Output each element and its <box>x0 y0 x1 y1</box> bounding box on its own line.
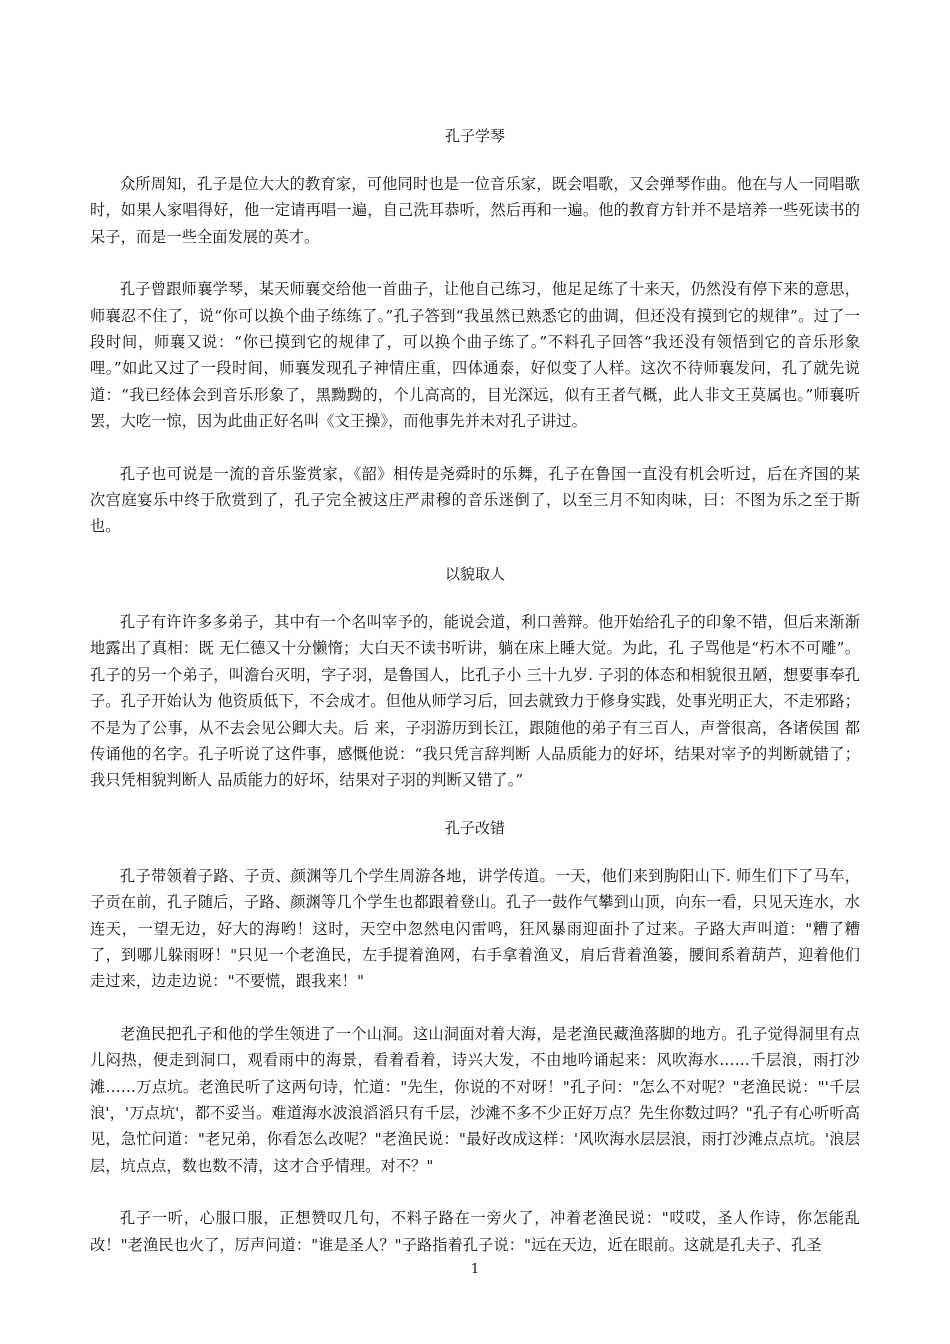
paragraph: 老渔民把孔子和他的学生领进了一个山洞。这山洞面对着大海，是老渔民藏渔落脚的地方。孔子觉得洞里有点儿闷热，便走到洞口，观看雨中的海景，看着看着，诗兴大发，不由地吟诵起来：风吹海水……千层浪，雨打沙滩……万点坑。老渔民听了这两句诗，忙道："先生，你说的不对呀！"孔子问："怎么不对呢？"老渔民说："'千层浪'，'万点坑'，都不妥当。难道海水波浪滔滔只有千层，沙滩不多不少正好万点？先生你数过吗？"孔子有心听听高见，急忙问道："老兄弟，你看怎么改呢？"老渔民说："最好改成这样：'风吹海水层层浪，雨打沙滩点点坑。'浪层层，坑点点，数也数不清，这才合乎情理。对不？" <box>90 1024 860 1175</box>
paragraph: 孔子有许许多多弟子，其中有一个名叫宰予的，能说会道，利口善辩。他开始给孔子的印象不错，但后来渐渐地露出了真相：既 无仁德又十分懒惰；大白天不读书听讲，躺在床上睡大觉。为此，孔 子骂他是“朽木不可雕”。孔子的另一个弟子，叫澹台灭明，字子羽，是鲁国人，比孔子小 三十九岁. 子羽的体态和相貌很丑陋，想要事奉孔子。孔子开始认为 他资质低下，不会成才。但他从师学习后，回去就致力于修身实践，处事光明正大，不走邪路；不是为了公事，从不去会见公卿大夫。后 来，子羽游历到长江，跟随他的弟子有三百人，声誉很高，各诸侯国 都传诵他的名字。孔子听说了这件事，感慨他说：“我只凭言辞判断 人品质能力的好坏，结果对宰予的判断就错了；我只凭相貌判断人 品质能力的好坏，结果对子羽的判断又错了。” <box>90 612 860 790</box>
section-title-kongzi-xueqin: 孔子学琴 <box>444 127 505 145</box>
page-number: 1 <box>470 1262 480 1277</box>
paragraph: 孔子带领着子路、子贡、颜渊等几个学生周游各地，讲学传道。一天，他们来到朐阳山下. 师生们下了马车，子贡在前，孔子随后，子路、颜渊等几个学生也都跟着登山。孔子一鼓作气攀到山顶，向东一看，只见天连水，水连天，一望无边，好大的海哟！这时，天空中忽然电闪雷鸣，狂风暴雨迎面扑了过来。子路大声叫道："糟了糟了，到哪儿躲雨呀！"只见一个老渔民，左手提着渔网，右手拿着渔叉，肩后背着渔篓，腰间系着葫芦，迎着他们走过来，边走边说："不要慌，跟我来！" <box>90 866 860 991</box>
document-body <box>90 124 860 1258</box>
section-title-yimao-quren: 以貌取人 <box>444 564 505 583</box>
paragraph: 孔子一听，心服口服，正想赞叹几句，不料子路在一旁火了，冲着老渔民说："哎哎，圣人作诗，你怎能乱改！"老渔民也火了，厉声问道："谁是圣人？"子路指着孔子说："远在天边，近在眼前。这就是孔夫子、孔圣 <box>90 1209 860 1254</box>
section-title-kongzi-gaicuo: 孔子改错 <box>444 818 505 837</box>
paragraph: 众所周知，孔子是位大大的教育家，可他同时也是一位音乐家，既会唱歌，又会弹琴作曲。他在与人一同唱歌时，如果人家唱得好，他一定请再唱一遍，自己洗耳恭听，然后再和一遍。他的教育方针并不是培养一些死读书的呆子，而是一些全面发展的英才。 <box>90 175 860 246</box>
paragraph: 孔子也可说是一流的音乐鉴赏家，《韶》相传是尧舜时的乐舞，孔子在鲁国一直没有机会听过，后在齐国的某次宫庭宴乐中终于欣赏到了，孔子完全被这庄严肃穆的音乐迷倒了，以至三月不知肉味，曰：不图为乐之至于斯也。 <box>90 464 860 536</box>
paragraph: 孔子曾跟师襄学琴，某天师襄交给他一首曲子，让他自己练习，他足足练了十来天，仍然没有停下来的意思，师襄忍不住了，说“你可以换个曲子练练了。”孔子答到“我虽然已熟悉它的曲调，但还没有摸到它的规律”。过了一段时间，师襄又说：“你已摸到它的规律了，可以换个曲子练了。”不料孔子回答“我还没有领悟到它的音乐形象哩。”如此又过了一段时间，师襄发现孔子神情庄重，四体通泰，好似变了人样。这次不待师襄发问，孔了就先说道：“我已经体会到音乐形象了，黑黝黝的，个儿高高的，目光深远，似有王者气概，此人非文王莫属也。”师襄听罢，大吃一惊，因为此曲正好名叫《文王操》，而他事先并未对孔子讲过。 <box>90 280 860 431</box>
